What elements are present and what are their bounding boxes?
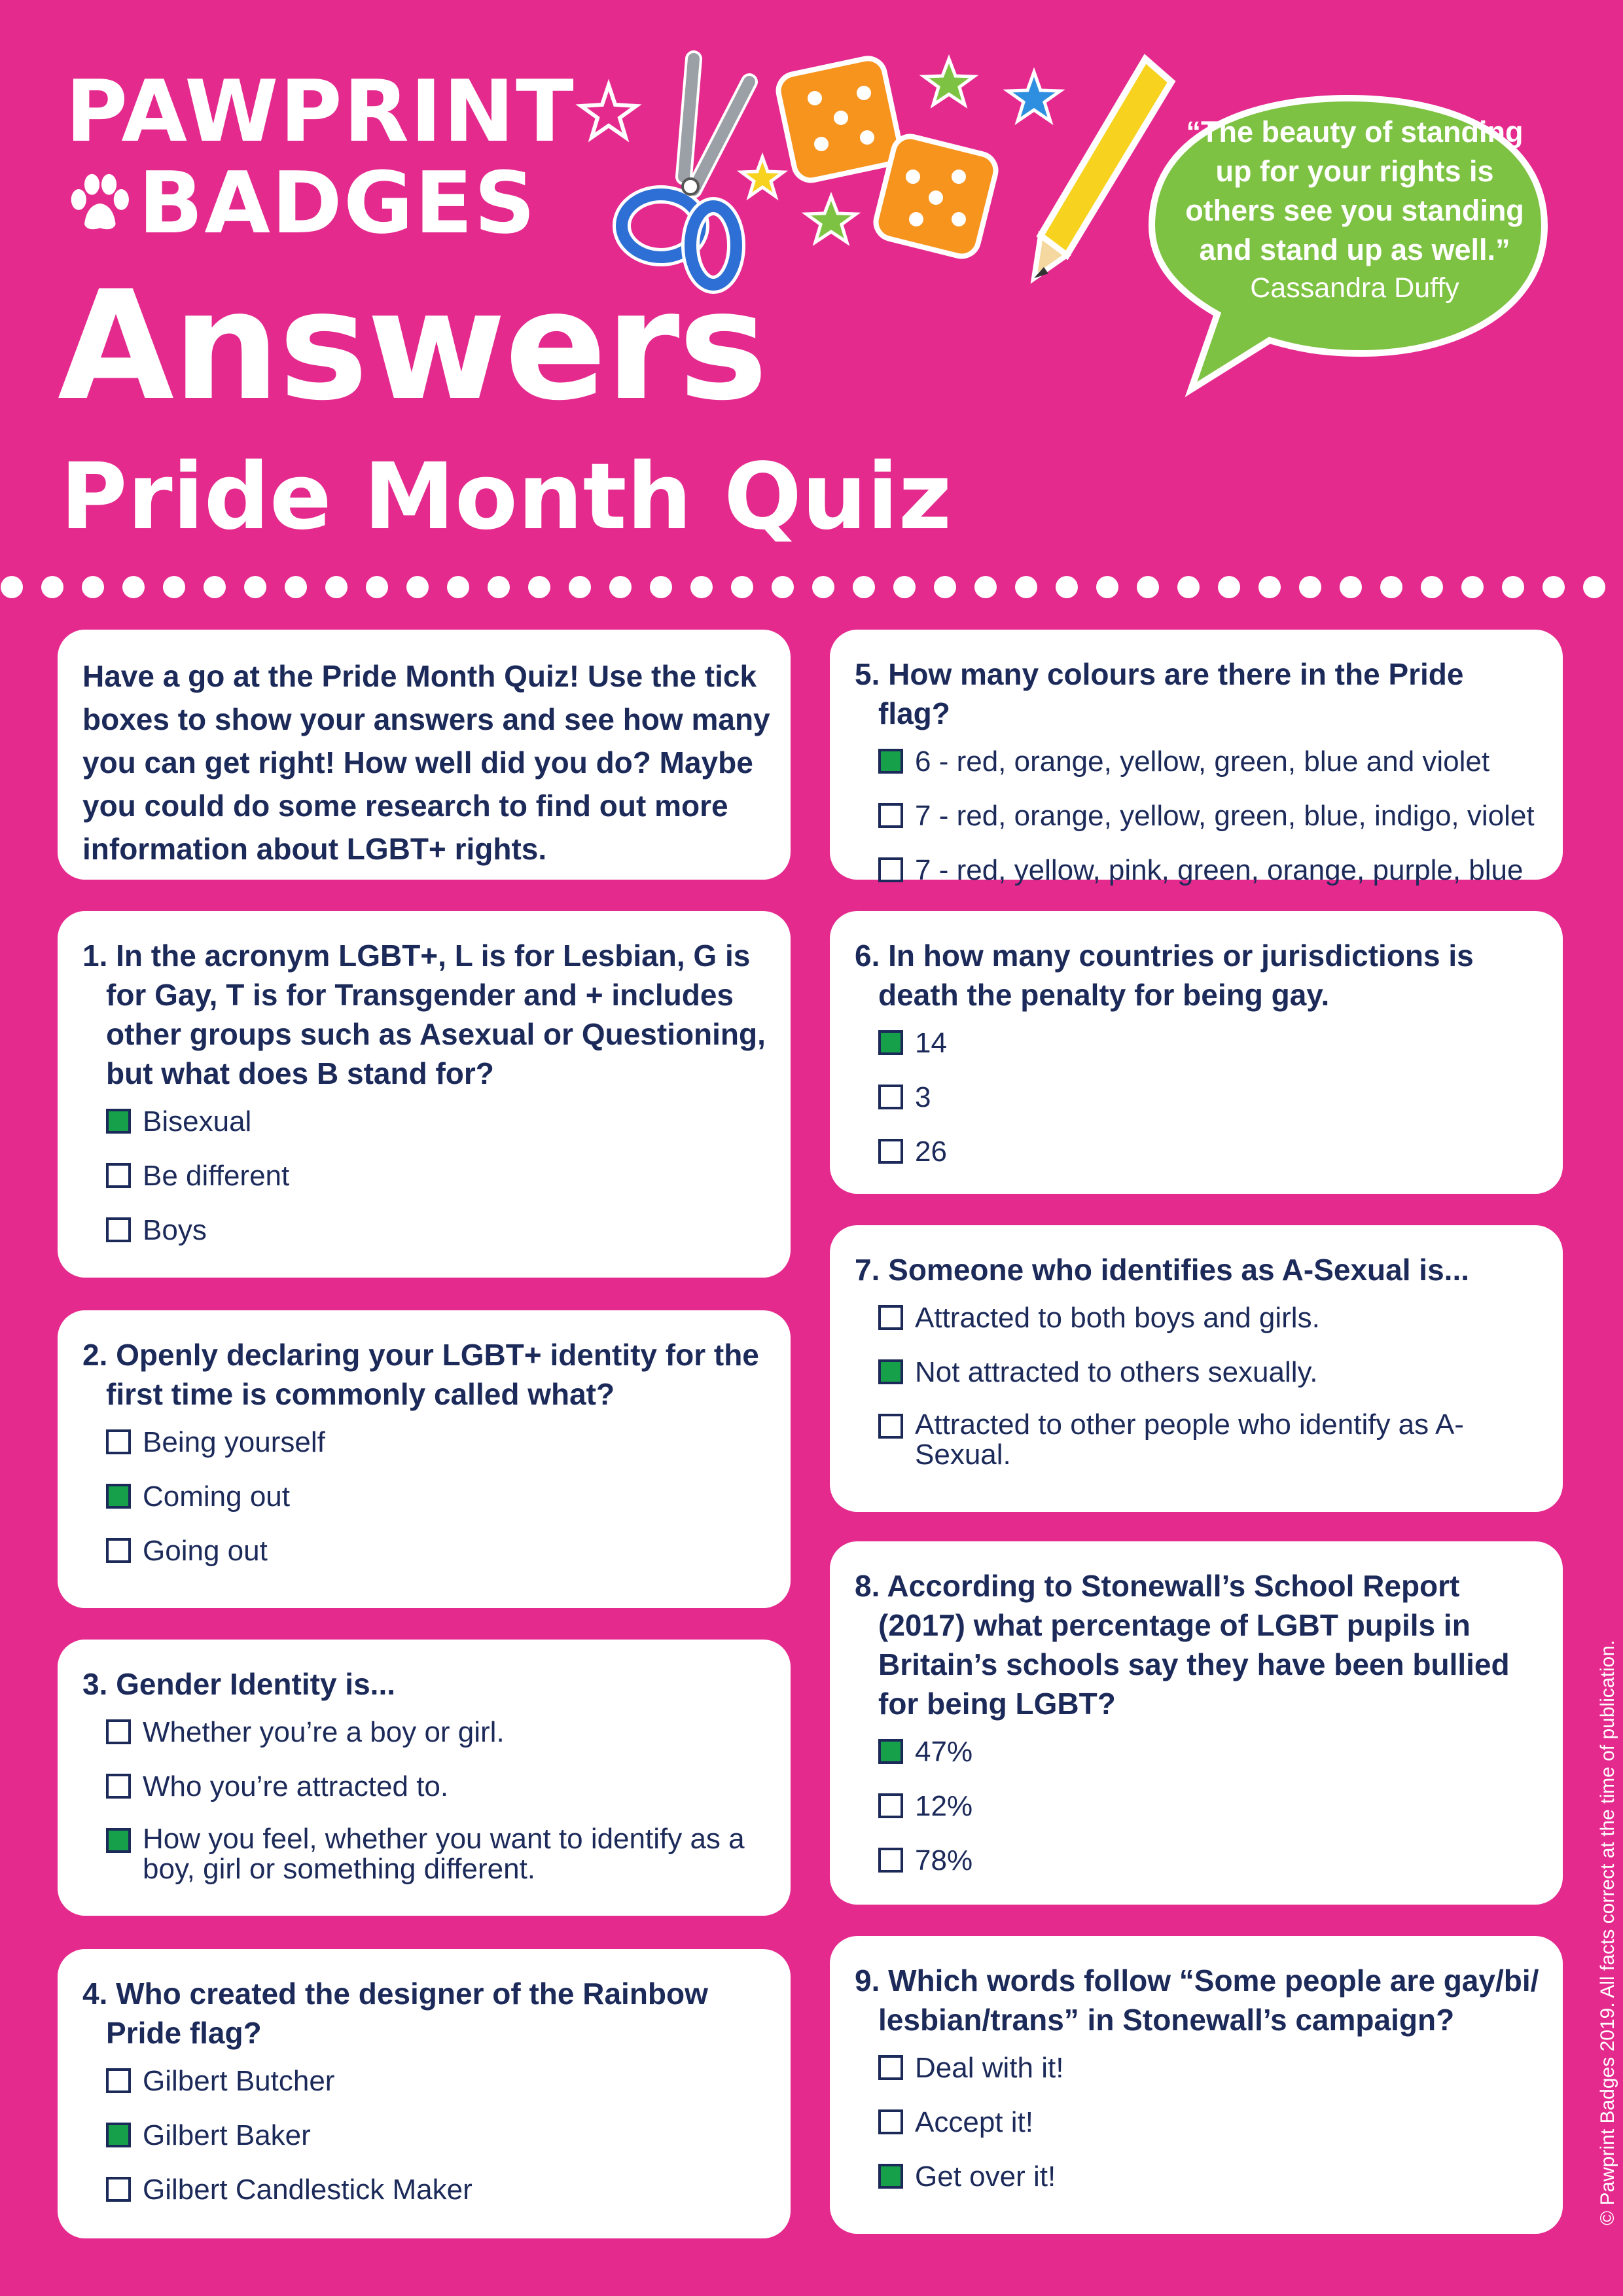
checkbox[interactable] [878, 857, 903, 882]
divider-dot [244, 576, 266, 598]
divider-dot [1258, 576, 1281, 598]
divider-dot [772, 576, 794, 598]
answer-option[interactable] [855, 1301, 1543, 1335]
question-card-6 [830, 911, 1563, 1194]
divider-dot [1461, 576, 1484, 598]
checkbox[interactable] [878, 1030, 903, 1055]
divider-dot [812, 576, 834, 598]
question-text: 3. Gender Identity is... [82, 1667, 396, 1701]
question-card-5 [830, 630, 1563, 886]
option-label: 12% [915, 1790, 973, 1822]
answer-option[interactable] [82, 1480, 771, 1514]
quote-author: Cassandra Duffy [1250, 272, 1459, 304]
star-icon [741, 157, 783, 196]
copyright-notice: © Pawprint Badges 2019. All facts correct at the time of publication. [1597, 1640, 1618, 2225]
divider-dot [1096, 576, 1118, 598]
option-label: Who you’re attracted to. [143, 1770, 449, 1803]
option-label: Boys [143, 1214, 207, 1246]
option-label: Being yourself [143, 1426, 325, 1458]
checkbox[interactable] [878, 749, 903, 774]
checkbox[interactable] [878, 1139, 903, 1164]
checkbox[interactable] [878, 2164, 903, 2189]
divider-dot [285, 576, 307, 598]
answer-option[interactable] [855, 1081, 1543, 1115]
divider-dot [1218, 576, 1240, 598]
checkbox[interactable] [106, 1538, 131, 1563]
divider-dot [1340, 576, 1362, 598]
question-text: 4. Who created the designer of the Rainbow Pride flag? [82, 1977, 708, 2050]
option-label: Bisexual [143, 1105, 252, 1138]
question-text: 2. Openly declaring your LGBT+ identity for the first time is commonly called what? [82, 1338, 759, 1411]
divider-dot [528, 576, 550, 598]
option-label: 7 - red, orange, yellow, green, blue, indigo, violet [915, 800, 1535, 832]
dice-icon [872, 133, 999, 260]
divider-dot [853, 576, 875, 598]
divider-dot [366, 576, 388, 598]
question-card-9 [830, 1936, 1563, 2234]
option-label: 47% [915, 1736, 973, 1768]
option-label: 78% [915, 1844, 973, 1876]
dotted-divider [0, 571, 1623, 603]
option-label: Get over it! [915, 2161, 1056, 2193]
question-text: 7. Someone who identifies as A-Sexual is... [855, 1253, 1470, 1287]
checkbox[interactable] [878, 1739, 903, 1764]
option-label: Accept it! [915, 2106, 1033, 2138]
answer-option[interactable] [855, 2051, 1543, 2085]
star-icon [806, 196, 856, 242]
divider-dot [974, 576, 997, 598]
answer-option[interactable] [82, 1770, 771, 1804]
divider-dot [447, 576, 469, 598]
option-label: Coming out [143, 1480, 291, 1513]
divider-dot [163, 576, 185, 598]
answer-option[interactable] [855, 1355, 1543, 1390]
option-label: Attracted to other people who identify as A-Sexual. [915, 1408, 1464, 1471]
option-label: Going out [143, 1535, 268, 1567]
option-label: Deal with it! [915, 2052, 1064, 2084]
quote-text: “The beauty of standing up for your rights is others see you standing and stand up as well.” [1185, 115, 1524, 266]
divider-dot [82, 576, 104, 598]
option-label: Be different [143, 1160, 290, 1192]
page-title: Answers [58, 259, 767, 434]
quote [1171, 113, 1538, 306]
divider-dot [204, 576, 226, 598]
checkbox[interactable] [878, 1793, 903, 1818]
option-label: 6 - red, orange, yellow, green, blue and violet [915, 745, 1490, 778]
star-icon [581, 85, 636, 137]
answer-option[interactable] [855, 2106, 1543, 2140]
answer-option[interactable] [82, 2119, 771, 2153]
divider-dot [1421, 576, 1443, 598]
divider-dot [569, 576, 591, 598]
divider-dot [934, 576, 956, 598]
divider-dot [1056, 576, 1078, 598]
divider-dot [1502, 576, 1524, 598]
checkbox[interactable] [106, 2068, 131, 2093]
question-card-7 [830, 1225, 1563, 1512]
divider-dot [690, 576, 713, 598]
answer-option[interactable] [82, 1824, 771, 1884]
question-text: 5. How many colours are there in the Pride flag? [855, 657, 1464, 730]
logo-line-2: BADGES [138, 153, 537, 253]
option-label: 3 [915, 1081, 931, 1113]
scissors-icon [622, 59, 749, 285]
checkbox[interactable] [106, 1429, 131, 1454]
divider-dot [1583, 576, 1605, 598]
answer-option[interactable] [82, 1715, 771, 1749]
checkbox[interactable] [106, 2123, 131, 2147]
divider-dot [325, 576, 348, 598]
divider-dot [650, 576, 672, 598]
question-card-4 [58, 1949, 791, 2238]
question-card-2 [58, 1310, 791, 1608]
checkbox[interactable] [878, 2055, 903, 2080]
checkbox[interactable] [878, 1085, 903, 1109]
divider-dot [893, 576, 916, 598]
question-text: 9. Which words follow “Some people are gay/bi/ lesbian/trans” in Stonewall’s campaign? [855, 1964, 1539, 2037]
page-subtitle: Pride Month Quiz [60, 444, 952, 550]
checkbox[interactable] [878, 1848, 903, 1873]
question-card-8 [830, 1541, 1563, 1905]
divider-dot [1299, 576, 1321, 598]
answer-option[interactable] [855, 2160, 1543, 2194]
divider-dot [1, 576, 23, 598]
paw-icon [65, 160, 132, 245]
checkbox[interactable] [878, 1305, 903, 1330]
answer-option[interactable] [82, 1213, 771, 1247]
divider-dot [41, 576, 63, 598]
checkbox[interactable] [106, 1719, 131, 1744]
divider-dot [406, 576, 429, 598]
checkbox[interactable] [878, 1414, 903, 1439]
checkbox[interactable] [106, 2177, 131, 2202]
option-label: Not attracted to others sexually. [915, 1356, 1318, 1388]
answer-option[interactable] [82, 2064, 771, 2098]
option-label: 14 [915, 1027, 947, 1059]
star-icon [924, 59, 974, 105]
checkbox[interactable] [878, 803, 903, 828]
divider-dot [1015, 576, 1037, 598]
option-label: Attracted to both boys and girls. [915, 1302, 1320, 1334]
checkbox[interactable] [106, 1828, 131, 1853]
question-text: 8. According to Stonewall’s School Report (2017) what percentage of LGBT pupils in Britain’s schools say they have been bullied for being LGBT? [855, 1569, 1510, 1721]
checkbox[interactable] [878, 1359, 903, 1384]
option-label: Whether you’re a boy or girl. [143, 1716, 505, 1748]
answer-option[interactable] [855, 1844, 1543, 1878]
answer-option[interactable] [855, 1135, 1543, 1169]
divider-dot [1137, 576, 1159, 598]
answer-option[interactable] [82, 1534, 771, 1568]
answer-option[interactable] [82, 1159, 771, 1193]
checkbox[interactable] [106, 1484, 131, 1509]
checkbox[interactable] [106, 1774, 131, 1799]
intro-card [58, 630, 791, 880]
divider-dot [122, 576, 145, 598]
divider-dot [731, 576, 753, 598]
checkbox[interactable] [878, 2109, 903, 2134]
question-text: 6. In how many countries or jurisdictions is death the penalty for being gay. [855, 939, 1474, 1012]
answer-option[interactable] [855, 1789, 1543, 1823]
checkbox[interactable] [106, 1109, 131, 1134]
option-label: Gilbert Baker [143, 2119, 311, 2151]
answer-option[interactable] [82, 1426, 771, 1460]
divider-dot [1380, 576, 1402, 598]
divider-dot [1543, 576, 1565, 598]
dice-icon [776, 56, 904, 184]
divider-dot [609, 576, 632, 598]
answer-option[interactable] [82, 1105, 771, 1139]
logo-line-1: PAWPRINT [65, 62, 575, 161]
answer-option[interactable] [855, 799, 1543, 833]
question-card-1 [58, 911, 791, 1278]
option-label: Gilbert Candlestick Maker [143, 2174, 473, 2206]
brand-logo [65, 62, 575, 253]
option-label: Gilbert Butcher [143, 2065, 335, 2097]
intro-text: Have a go at the Pride Month Quiz! Use the tick boxes to show your answers and see how many you can get right! How well did you do? Maybe you could do some research to find out more information about LGBT+ rights. [82, 659, 770, 866]
option-label: 7 - red, yellow, pink, green, orange, purple, blue [915, 854, 1524, 886]
option-label: How you feel, whether you want to identify as a boy, girl or something different. [143, 1823, 745, 1885]
answer-option[interactable] [855, 853, 1543, 888]
divider-dot [1177, 576, 1200, 598]
question-text: 1. In the acronym LGBT+, L is for Lesbian, G is for Gay, T is for Transgender and + includes other groups such as Asexual or Questioning, but what does B stand for? [82, 939, 766, 1090]
answer-option[interactable] [855, 1410, 1543, 1470]
checkbox[interactable] [106, 1163, 131, 1188]
logo-line-2-row [65, 153, 537, 253]
answer-option[interactable] [82, 2173, 771, 2207]
divider-dot [488, 576, 510, 598]
answer-option[interactable] [855, 1026, 1543, 1060]
star-icon [1008, 72, 1060, 121]
stationery-illustration [563, 46, 1191, 295]
answer-option[interactable] [855, 1735, 1543, 1769]
answer-option[interactable] [855, 745, 1543, 779]
question-card-3 [58, 1640, 791, 1916]
option-label: 26 [915, 1136, 947, 1168]
checkbox[interactable] [106, 1217, 131, 1242]
